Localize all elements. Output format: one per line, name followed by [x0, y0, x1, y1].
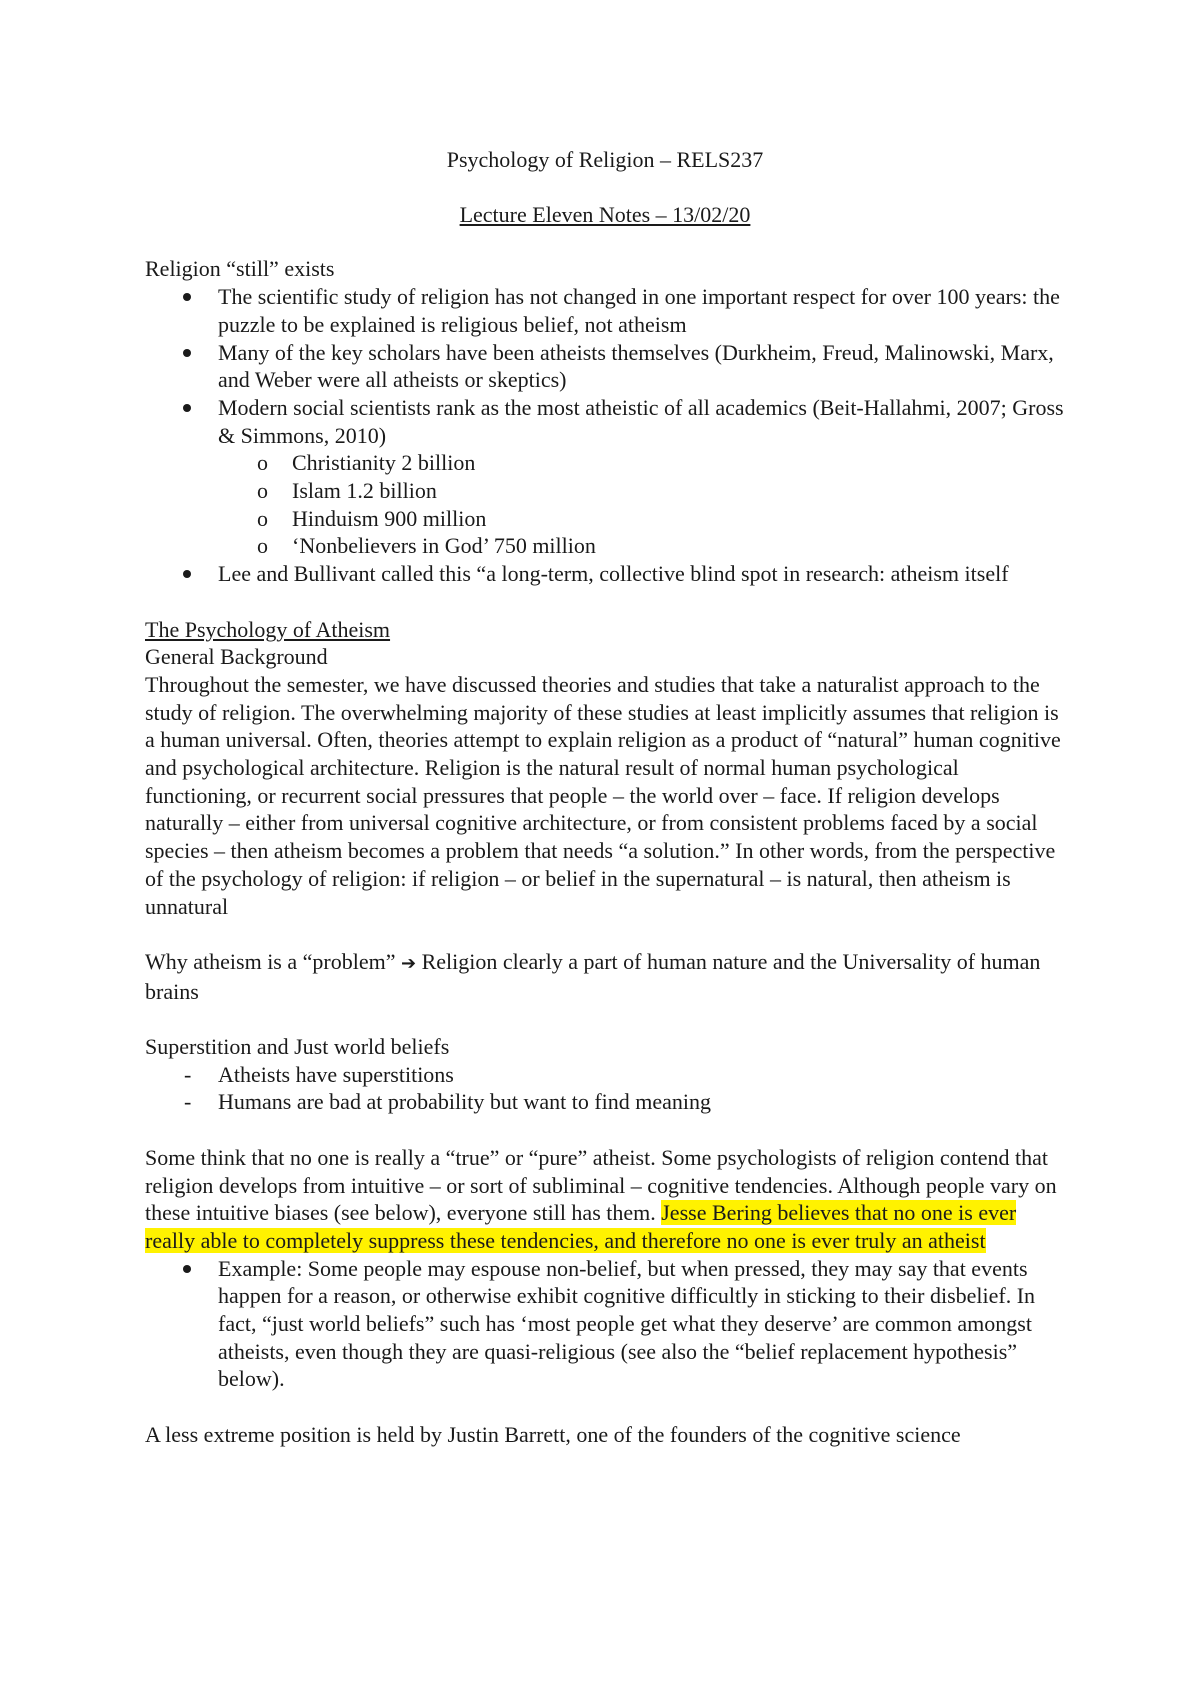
list-item: [145, 339, 1065, 394]
paragraph-less-extreme-position: A less extreme position is held by Justin Barrett, one of the founders of the cognitive science: [145, 1421, 961, 1447]
list-item: [145, 1088, 1065, 1116]
list-item: [145, 394, 1065, 560]
document-body: [145, 146, 1065, 1449]
list-item-text: Modern social scientists rank as the most atheistic of all academics (Beit-Hallahmi, 2007; Gross & Simmons, 2010): [218, 394, 1064, 448]
sub-list-item: [145, 505, 1065, 533]
list-item-text: Many of the key scholars have been atheists themselves (Durkheim, Freud, Malinowski, Marx, and Weber were all atheists or skeptics): [218, 339, 1054, 393]
dash-marker: -: [184, 1089, 192, 1115]
list-item-text: Example: Some people may espouse non-belief, but when pressed, they may say that events happen for a reason, or otherwise exhibit cognitive difficultly in sticking to their disbelief. In fact, “just world beliefs” such has ‘most people get what they deserve’ are common amongst atheists, even though they are quasi-religious (see also the “belief replacement hypothesis” below).: [218, 1255, 1036, 1392]
list-item: [145, 1255, 1065, 1394]
paragraph-text: Some think that no one is really a “true” or “pure” atheist. Some psychologists of religion contend that religion develops from intuitive – or sort of subliminal – cognitive tendencies. Although people vary on these intuitive biases (see below), everyone still has them.: [145, 1144, 1057, 1226]
sub-list-item-text: Islam 1.2 billion: [292, 478, 437, 504]
bullet-icon: [183, 570, 191, 578]
bullet-list: [145, 1255, 1065, 1394]
sub-bullet-marker: o: [257, 450, 268, 476]
spacer: [145, 1116, 1065, 1144]
bullet-icon: [183, 404, 191, 412]
section-heading-religion-still-exists: Religion “still” exists: [145, 256, 335, 282]
bullet-icon: [183, 293, 191, 301]
subheading-general-background: General Background: [145, 644, 328, 670]
list-item-text: Lee and Bullivant called this “a long-term, collective blind spot in research: atheism itself: [218, 561, 1009, 587]
spacer: [145, 1005, 1065, 1033]
paragraph-why-atheism-problem: [145, 948, 1065, 1005]
sub-list-item: [145, 532, 1065, 560]
sub-bullet-marker: o: [257, 505, 268, 531]
list-item: [145, 1061, 1065, 1089]
sub-bullet-marker: o: [257, 478, 268, 504]
sub-list-item-text: ‘Nonbelievers in God’ 750 million: [292, 533, 596, 559]
sub-list-item: [145, 477, 1065, 505]
list-item: [145, 560, 1065, 588]
spacer: [145, 920, 1065, 948]
paragraph-general-background: Throughout the semester, we have discussed theories and studies that take a naturalist approach to the study of religion. The overwhelming majority of these studies at least implicitly assumes that religion is a human universal. Often, theories attempt to explain religion as a product of “natural” human cognitive and psychological architecture. Religion is the natural result of normal human psychological functioning, or recurrent social pressures that people – the world over – face. If religion develops naturally – either from universal cognitive architecture, or from consistent problems faced by a social species – then atheism becomes a problem that needs “a solution.” In other words, from the perspective of the psychology of religion: if religion – or belief in the supernatural – is natural, then atheism is unnatural: [145, 671, 1061, 919]
sub-list-item-text: Christianity 2 billion: [292, 450, 476, 476]
bullet-icon: [183, 349, 191, 357]
right-arrow-icon: ➔: [400, 952, 417, 974]
sub-list-item: [145, 449, 1065, 477]
paragraph-true-atheist: [145, 1144, 1065, 1255]
highlighted-text: Jesse Bering believes that no one is ever really able to completely suppress these tendencies, and therefore no one is ever truly an atheist: [145, 1200, 1017, 1253]
dash-list: [145, 1061, 1065, 1116]
section-heading-psychology-of-atheism: The Psychology of Atheism: [145, 616, 391, 642]
section-heading-superstition: Superstition and Just world beliefs: [145, 1034, 450, 1060]
list-item: [145, 283, 1065, 338]
problem-explanation: Religion clearly a part of human nature and the Universality of human brains: [145, 948, 1041, 1004]
page-title: Psychology of Religion – RELS237: [446, 147, 764, 172]
sub-list-item-text: Hinduism 900 million: [292, 505, 487, 531]
bullet-list: [145, 283, 1065, 588]
page-subtitle: Lecture Eleven Notes – 13/02/20: [459, 201, 751, 227]
list-item-text: Humans are bad at probability but want to find meaning: [218, 1089, 712, 1115]
dash-marker: -: [184, 1061, 192, 1087]
spacer: [145, 588, 1065, 616]
list-item-text: The scientific study of religion has not changed in one important respect for over 100 years: the puzzle to be explained is religious belief, not atheism: [218, 284, 1060, 337]
sub-bullet-marker: o: [257, 533, 268, 559]
bullet-icon: [183, 1265, 191, 1273]
list-item-text: Atheists have superstitions: [218, 1061, 454, 1087]
sub-list: [145, 449, 1065, 560]
spacer: [145, 1393, 1065, 1421]
problem-text: Why atheism is a “problem”: [145, 948, 396, 974]
